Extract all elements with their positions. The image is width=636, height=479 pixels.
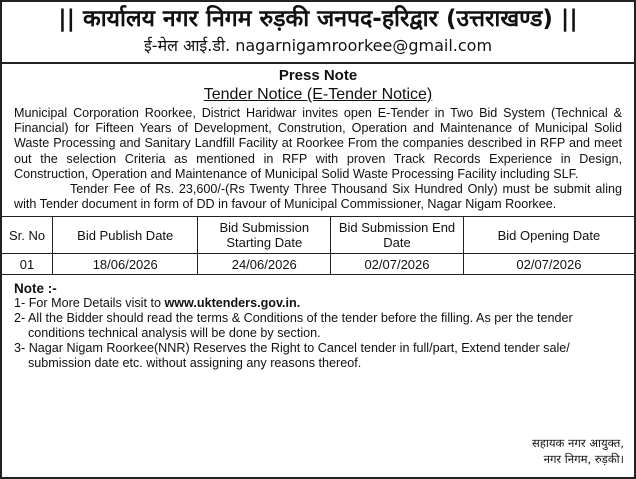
column-header-submission-start: Bid Submission Starting Date (198, 217, 331, 254)
column-header-publish-date: Bid Publish Date (53, 217, 198, 254)
note-item-1-text: 1- For More Details visit to (14, 296, 165, 311)
cell-submission-end: 02/07/2026 (331, 254, 464, 275)
notes-title: Note :- (14, 281, 57, 297)
cell-opening-date: 02/07/2026 (463, 254, 634, 275)
tender-notice-heading: Tender Notice (E-Tender Notice) (203, 86, 433, 103)
tender-portal-link[interactable]: www.uktenders.gov.in. (164, 296, 301, 311)
office-header (2, 2, 634, 64)
cell-publish-date: 18/06/2026 (53, 254, 198, 275)
column-header-submission-end: Bid Submission End Date (331, 217, 464, 254)
office-title: || कार्यालय नगर निगम रुड़की जनपद-हरिद्वार (उत्तराखण्ड) || (58, 6, 578, 32)
note-item-3: 3- Nagar Nigam Roorkee(NNR) Reserves the Right to Cancel tender in full/part, Extend tender sale/ submission date etc. without assigning any reasons thereof. (14, 341, 570, 371)
signature-office: नगर निगम, रुड़की। (543, 452, 624, 466)
notice-paragraph-1: Municipal Corporation Roorkee, District Haridwar invites open E-Tender in Two Bid System (Technical & Financial) for Fifteen Years of Development, Constrution, Operation and Maintenance of Municipal Solid Waste Processing and Sanitary Landfill Facility at Roorkee From the companies described in RFP and meet out the selection Criteria as mentioned in RFP with proven Track Records Experience in Design, Construction, Operation and Maintenance of Municipal Solid Waste Processing Facility including SLF. (14, 106, 622, 181)
bid-schedule-table (2, 216, 634, 275)
table-row (2, 254, 634, 275)
press-note-label: Press Note (278, 67, 358, 84)
column-header-sr-no: Sr. No (2, 217, 53, 254)
column-header-opening-date: Bid Opening Date (463, 217, 634, 254)
signature-block (532, 435, 624, 467)
table-header-row (2, 217, 634, 254)
cell-submission-start: 24/06/2026 (198, 254, 331, 275)
note-item-1 (14, 296, 624, 311)
notes-section (2, 275, 634, 371)
office-email: ई-मेल आई.डी. nagarnigamroorkee@gmail.com (143, 36, 493, 55)
cell-sr-no: 01 (2, 254, 53, 275)
signature-designation: सहायक नगर आयुक्त, (531, 436, 624, 450)
notice-paragraph-2: Tender Fee of Rs. 23,600/-(Rs Twenty Three Thousand Six Hundred Only) must be submit aling with Tender document in form of DD in favour of Municipal Commissioner, Nagar Nigam Roorkee. (14, 182, 622, 212)
note-item-2: 2- All the Bidder should read the terms & Conditions of the tender before the filling. As per the tender conditions technical analysis will be done by section. (14, 311, 573, 341)
notice-body (2, 104, 634, 212)
